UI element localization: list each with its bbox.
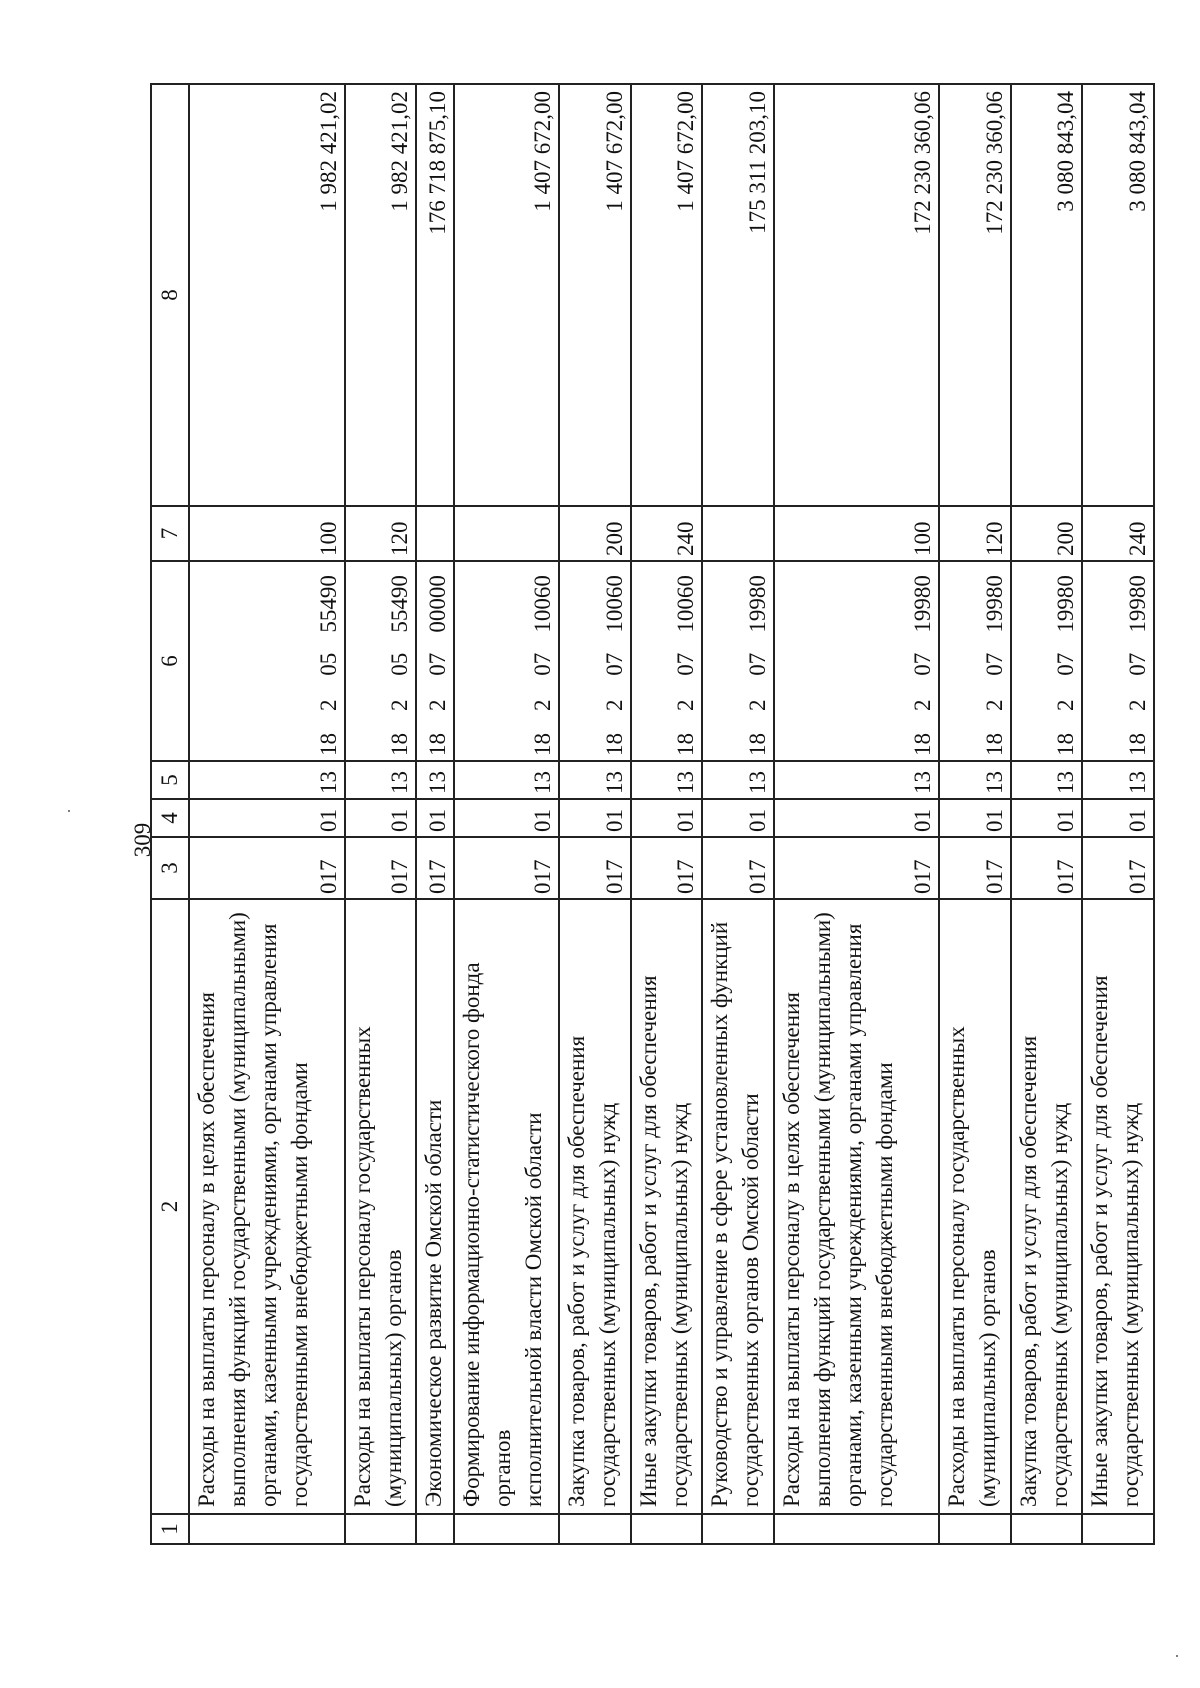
row-number-cell	[189, 1514, 345, 1544]
expense-type-cell: 100	[189, 506, 345, 561]
table-row	[454, 84, 559, 1544]
section-code-cell: 01	[559, 799, 631, 837]
amount-cell: 1 407 672,00	[454, 84, 559, 506]
target-article-cell	[631, 561, 703, 761]
target-article-part: 18	[387, 733, 413, 756]
expense-type-cell: 120	[345, 506, 417, 561]
row-number-cell	[416, 1514, 454, 1544]
target-article-part: 18	[1124, 733, 1150, 756]
target-article-code	[907, 566, 938, 756]
expense-type-cell	[454, 506, 559, 561]
expense-type-cell: 200	[1011, 506, 1083, 561]
target-article-part: 07	[530, 652, 556, 676]
amount-cell: 172 230 360,06	[939, 84, 1011, 506]
target-article-part: 19980	[981, 575, 1007, 633]
column-number: 1	[151, 1514, 189, 1544]
target-article-part: 07	[910, 652, 936, 676]
target-article-code	[979, 566, 1010, 756]
admin-code-cell: 017	[454, 837, 559, 899]
target-article-code	[527, 566, 558, 756]
target-article-cell	[345, 561, 417, 761]
target-article-part: 05	[387, 652, 413, 676]
admin-code-cell: 017	[631, 837, 703, 899]
target-article-code	[742, 566, 773, 756]
target-article-part: 18	[744, 733, 770, 756]
section-code-cell: 01	[774, 799, 940, 837]
target-article-part: 2	[910, 699, 936, 711]
target-article-cell	[559, 561, 631, 761]
target-article-part: 10060	[673, 575, 699, 633]
subsection-code-cell: 13	[416, 761, 454, 799]
admin-code-cell: 017	[939, 837, 1011, 899]
admin-code-cell: 017	[774, 837, 940, 899]
page-number: 309	[130, 822, 155, 858]
target-article-code	[422, 566, 453, 756]
target-article-code	[1122, 566, 1153, 756]
target-article-part: 18	[315, 733, 341, 756]
amount-cell: 1 407 672,00	[559, 84, 631, 506]
target-article-cell	[1082, 561, 1154, 761]
admin-code-cell: 017	[1082, 837, 1154, 899]
description-text: Расходы на выплаты персоналу в целях обеспечения выполнения функций государственными (муниципальными) органами, казенными учреждениями, органами управления государственными внебюджетными фондами	[194, 912, 313, 1507]
expense-type-cell: 240	[1082, 506, 1154, 561]
target-article-code	[670, 566, 701, 756]
expense-type-cell: 200	[559, 506, 631, 561]
description-cell	[939, 899, 1011, 1514]
column-number: 2	[151, 899, 189, 1514]
target-article-part: 2	[530, 699, 556, 711]
section-code-cell: 01	[939, 799, 1011, 837]
target-article-part: 18	[1053, 733, 1079, 756]
target-article-part: 2	[601, 699, 627, 711]
target-article-part: 18	[673, 733, 699, 756]
target-article-part: 18	[910, 733, 936, 756]
row-number-cell	[1082, 1514, 1154, 1544]
description-cell	[1011, 899, 1083, 1514]
subsection-code-cell: 13	[1011, 761, 1083, 799]
target-article-code	[384, 566, 415, 756]
target-article-part: 55490	[387, 575, 413, 633]
target-article-part: 10060	[530, 575, 556, 633]
description-cell	[774, 899, 940, 1514]
column-number: 3	[151, 837, 189, 899]
target-article-part: 00000	[425, 575, 451, 633]
row-number-cell	[559, 1514, 631, 1544]
section-code-cell: 01	[1011, 799, 1083, 837]
target-article-part: 07	[425, 652, 451, 676]
amount-cell: 175 311 203,10	[702, 84, 774, 506]
description-text: Руководство и управление в сфере установленных функций государственных органов Омской области	[707, 921, 764, 1507]
amount-cell: 1 982 421,02	[189, 84, 345, 506]
subsection-code-cell: 13	[189, 761, 345, 799]
target-article-code	[599, 566, 630, 756]
section-code-cell: 01	[631, 799, 703, 837]
description-cell	[1082, 899, 1154, 1514]
section-code-cell: 01	[1082, 799, 1154, 837]
row-number-cell	[1011, 1514, 1083, 1544]
description-cell	[559, 899, 631, 1514]
row-number-cell	[774, 1514, 940, 1544]
subsection-code-cell: 13	[702, 761, 774, 799]
table-row	[774, 84, 940, 1544]
table-row	[559, 84, 631, 1544]
subsection-code-cell: 13	[631, 761, 703, 799]
target-article-part: 19980	[1124, 575, 1150, 633]
table-row	[345, 84, 417, 1544]
target-article-part: 2	[425, 699, 451, 711]
target-article-part: 19980	[744, 575, 770, 633]
expense-type-cell	[702, 506, 774, 561]
target-article-part: 2	[744, 699, 770, 711]
amount-cell: 1 982 421,02	[345, 84, 417, 506]
column-number: 8	[151, 84, 189, 506]
target-article-part: 10060	[601, 575, 627, 633]
subsection-code-cell: 13	[345, 761, 417, 799]
expense-type-cell: 240	[631, 506, 703, 561]
budget-table	[150, 83, 1155, 1545]
description-cell	[454, 899, 559, 1514]
description-cell	[345, 899, 417, 1514]
target-article-part: 55490	[315, 575, 341, 633]
admin-code-cell: 017	[559, 837, 631, 899]
amount-cell: 172 230 360,06	[774, 84, 940, 506]
table-row	[416, 84, 454, 1544]
target-article-part: 2	[387, 699, 413, 711]
admin-code-cell: 017	[1011, 837, 1083, 899]
target-article-part: 07	[601, 652, 627, 676]
column-number: 6	[151, 561, 189, 761]
section-code-cell: 01	[416, 799, 454, 837]
target-article-part: 19980	[1053, 575, 1079, 633]
subsection-code-cell: 13	[1082, 761, 1154, 799]
section-code-cell: 01	[189, 799, 345, 837]
amount-cell: 3 080 843,04	[1011, 84, 1083, 506]
target-article-code	[1050, 566, 1081, 756]
description-cell	[702, 899, 774, 1514]
column-number-row	[151, 84, 189, 1544]
description-text: Иные закупки товаров, работ и услуг для обеспечения государственных (муниципальных) нужд	[635, 975, 692, 1507]
target-article-part: 07	[1053, 652, 1079, 676]
target-article-part: 07	[673, 652, 699, 676]
target-article-part: 07	[1124, 652, 1150, 676]
subsection-code-cell: 13	[939, 761, 1011, 799]
section-code-cell: 01	[345, 799, 417, 837]
amount-cell: 176 718 875,10	[416, 84, 454, 506]
target-article-part: 2	[981, 699, 1007, 711]
target-article-cell	[1011, 561, 1083, 761]
amount-cell: 3 080 843,04	[1082, 84, 1154, 506]
subsection-code-cell: 13	[454, 761, 559, 799]
target-article-part: 18	[425, 733, 451, 756]
target-article-part: 07	[744, 652, 770, 676]
scan-speck	[1176, 1655, 1178, 1657]
description-text: Расходы на выплаты персоналу государственных (муниципальных) органов	[944, 1026, 1001, 1507]
row-number-cell	[631, 1514, 703, 1544]
budget-table-container	[150, 85, 1155, 1545]
description-cell	[631, 899, 703, 1514]
target-article-part: 05	[315, 652, 341, 676]
subsection-code-cell: 13	[559, 761, 631, 799]
target-article-code	[313, 566, 344, 756]
target-article-part: 2	[315, 699, 341, 711]
description-text: Расходы на выплаты персоналу государственных (муниципальных) органов	[349, 1026, 406, 1507]
admin-code-cell: 017	[416, 837, 454, 899]
target-article-part: 2	[673, 699, 699, 711]
description-text: Расходы на выплаты персоналу в целях обеспечения выполнения функций государственными (муниципальными) органами, казенными учреждениями, органами управления государственными внебюджетными фондами	[778, 912, 897, 1507]
description-cell	[416, 899, 454, 1514]
target-article-part: 2	[1124, 699, 1150, 711]
target-article-part: 18	[601, 733, 627, 756]
admin-code-cell: 017	[702, 837, 774, 899]
amount-cell: 1 407 672,00	[631, 84, 703, 506]
column-number: 7	[151, 506, 189, 561]
target-article-part: 19980	[910, 575, 936, 633]
table-row	[702, 84, 774, 1544]
section-code-cell: 01	[702, 799, 774, 837]
target-article-part: 18	[530, 733, 556, 756]
target-article-cell	[416, 561, 454, 761]
target-article-part: 2	[1053, 699, 1079, 711]
description-text: Закупка товаров, работ и услуг для обеспечения государственных (муниципальных) нужд	[564, 1035, 621, 1507]
scan-speck	[68, 810, 70, 812]
table-row	[939, 84, 1011, 1544]
section-code-cell: 01	[454, 799, 559, 837]
row-number-cell	[939, 1514, 1011, 1544]
description-text: Формирование информационно-статистического фонда органов исполнительной власти Омской области	[459, 962, 547, 1507]
column-number: 5	[151, 761, 189, 799]
expense-type-cell: 120	[939, 506, 1011, 561]
table-row	[1082, 84, 1154, 1544]
target-article-cell	[774, 561, 940, 761]
admin-code-cell: 017	[345, 837, 417, 899]
admin-code-cell: 017	[189, 837, 345, 899]
expense-type-cell	[416, 506, 454, 561]
table-row	[631, 84, 703, 1544]
target-article-cell	[189, 561, 345, 761]
subsection-code-cell: 13	[774, 761, 940, 799]
description-text: Закупка товаров, работ и услуг для обеспечения государственных (муниципальных) нужд	[1015, 1035, 1072, 1507]
target-article-part: 18	[981, 733, 1007, 756]
table-row	[1011, 84, 1083, 1544]
description-text: Иные закупки товаров, работ и услуг для обеспечения государственных (муниципальных) нужд	[1087, 975, 1144, 1507]
description-text: Экономическое развитие Омской области	[421, 1099, 447, 1507]
expense-type-cell: 100	[774, 506, 940, 561]
target-article-cell	[939, 561, 1011, 761]
table-row	[189, 84, 345, 1544]
target-article-cell	[454, 561, 559, 761]
target-article-part: 07	[981, 652, 1007, 676]
column-number: 4	[151, 799, 189, 837]
target-article-cell	[702, 561, 774, 761]
description-cell	[189, 899, 345, 1514]
row-number-cell	[345, 1514, 417, 1544]
row-number-cell	[702, 1514, 774, 1544]
row-number-cell	[454, 1514, 559, 1544]
